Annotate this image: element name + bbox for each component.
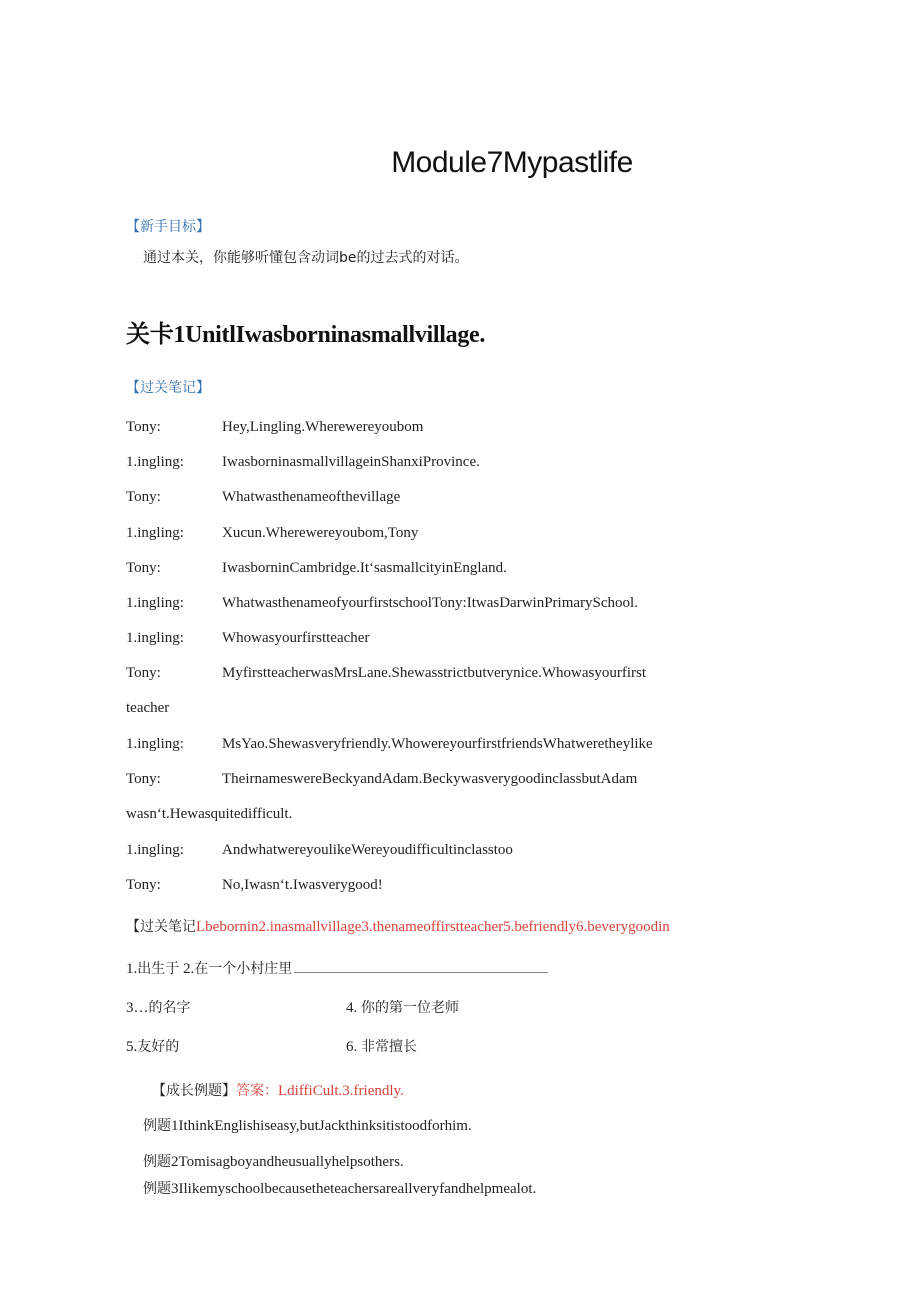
dialogue-speaker: 1.ingling:	[126, 454, 184, 470]
exercise-5	[126, 1036, 179, 1056]
dialogue-speaker: Tony:	[126, 560, 161, 576]
dialogue-line: AndwhatwereyoulikeWereyoudifficultinclasstoo	[222, 842, 513, 858]
dialogue-line: TheirnameswereBeckyandAdam.BeckywasverygoodinclassbutAdam	[222, 771, 638, 787]
exercise-1-num: 1.	[126, 961, 138, 977]
page-title: Module7Mypastlife	[391, 146, 633, 179]
dialogue-speaker: Tony:	[126, 665, 161, 681]
dialogue-line-wrap: wasn‘t.Hewasquitedifficult.	[126, 806, 293, 822]
dialogue-line-wrap: teacher	[126, 700, 170, 716]
dialogue-speaker: 1.ingling:	[126, 842, 184, 858]
example-1	[143, 1115, 472, 1135]
notes-answer-text: Lbebornin2.inasmallvillage3.thenameoffirstteacher5.befriendly6.beverygoodin	[196, 919, 670, 935]
exercise-6	[346, 1036, 417, 1056]
exercise-4-num: 4.	[346, 1000, 358, 1016]
growth-answer-text: LdiffiCult.3.friendly.	[278, 1083, 404, 1099]
notes-tag: 【过关笔记】	[126, 380, 210, 396]
example-text: 3Ilikemyschoolbecausetheteachersareallveryfandhelpmealot.	[171, 1181, 537, 1197]
exercise-3-text: 的名字	[148, 1000, 191, 1016]
example-2	[143, 1151, 404, 1171]
dialogue-line: Hey,Lingling.Wherewereyoubom	[222, 419, 424, 435]
dialogue-speaker: Tony:	[126, 419, 161, 435]
example-label: 例题	[143, 1118, 171, 1134]
exercise-5-text: 友好的	[137, 1039, 180, 1055]
dialogue-line: WhatwasthenameofyourfirstschoolTony:ItwasDarwinPrimarySchool.	[222, 595, 638, 611]
dialogue-line: No,Iwasn‘t.Iwasverygood!	[222, 877, 383, 893]
exercise-3-num: 3…	[126, 1000, 149, 1016]
exercise-2-num: 2.	[183, 961, 195, 977]
dialogue-speaker: Tony:	[126, 771, 161, 787]
growth-answer-label: 答案：	[236, 1083, 278, 1099]
example-label: 例题	[143, 1154, 171, 1170]
dialogue-line: MsYao.Shewasveryfriendly.WhowereyourfirstfriendsWhatweretheylike	[222, 736, 653, 752]
exercise-3	[126, 997, 191, 1017]
exercise-2-text: 在一个小村庄里	[194, 961, 293, 977]
dialogue-line: IwasborninasmallvillageinShanxiProvince.	[222, 454, 480, 470]
exercise-1-text: 出生于	[137, 961, 180, 977]
dialogue-speaker: 1.ingling:	[126, 736, 184, 752]
dialogue-line: Xucun.Wherewereyoubom,Tony	[222, 525, 419, 541]
novice-goal-tag: 【新手目标】	[126, 219, 210, 235]
dialogue-speaker: 1.ingling:	[126, 595, 184, 611]
exercise-6-text: 非常擅长	[361, 1039, 417, 1055]
example-text: 1IthinkEnglishiseasy,butJackthinksitistoodforhim.	[171, 1118, 472, 1134]
answer-blank-line[interactable]	[294, 971, 548, 973]
exercise-4	[346, 997, 459, 1017]
example-text: 2Tomisagboyandheusuallyhelpsothers.	[171, 1154, 404, 1170]
dialogue-speaker: Tony:	[126, 489, 161, 505]
notes-answer-tag: 【过关笔记	[126, 919, 196, 935]
level-heading: 关卡1UnitlIwasborninasmallvillage.	[126, 322, 486, 348]
dialogue-speaker: 1.ingling:	[126, 630, 184, 646]
exercise-6-num: 6.	[346, 1039, 358, 1055]
dialogue-line: MyfirstteacherwasMrsLane.Shewasstrictbutverynice.Whowasyourfirst	[222, 665, 647, 681]
growth-answer-line	[152, 1080, 404, 1100]
novice-goal-text: 通过本关，你能够听懂包含动词be的过去式的对话。	[143, 250, 469, 266]
dialogue-line: Whatwasthenameofthevillage	[222, 489, 401, 505]
dialogue-speaker: Tony:	[126, 877, 161, 893]
notes-answer-line	[126, 916, 670, 936]
dialogue-speaker: 1.ingling:	[126, 525, 184, 541]
dialogue-line: IwasborninCambridge.It‘sasmallcityinEngland.	[222, 560, 507, 576]
dialogue-line: Whowasyourfirstteacher	[222, 630, 370, 646]
exercise-5-num: 5.	[126, 1039, 138, 1055]
example-3	[143, 1178, 536, 1198]
exercise-row-1	[126, 958, 548, 978]
growth-tag: 【成长例题】	[152, 1083, 236, 1099]
exercise-4-text: 你的第一位老师	[361, 1000, 459, 1016]
example-label: 例题	[143, 1181, 171, 1197]
